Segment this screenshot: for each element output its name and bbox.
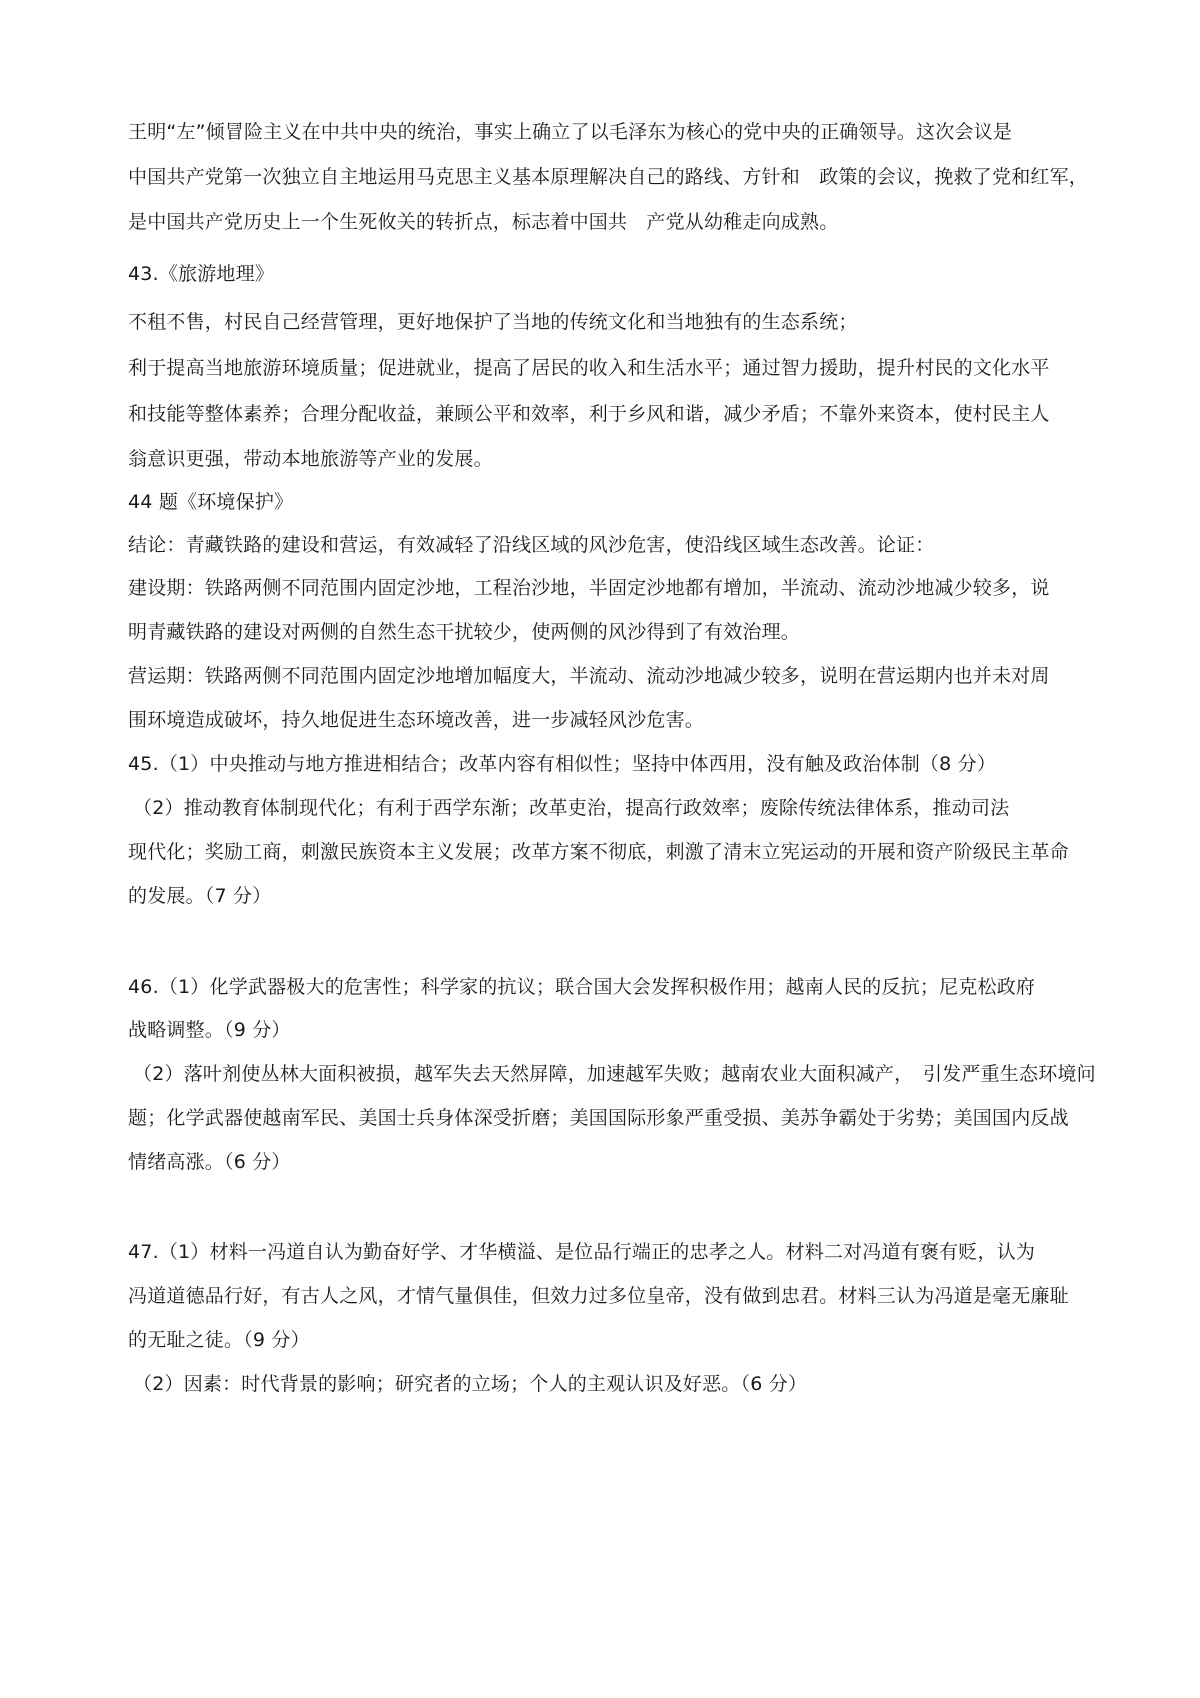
q44-line: 营运期：铁路两侧不同范围内固定沙地增加幅度大，半流动、流动沙地减少较多，说明在营运期内也并未对周 <box>128 665 1050 687</box>
q43-line: 翁意识更强，带动本地旅游等产业的发展。 <box>128 448 493 470</box>
q46-part2-line: 题；化学武器使越南军民、美国士兵身体深受折磨；美国国际形象严重受损、美苏争霸处于劣势；美国国内反战 <box>128 1107 1069 1129</box>
q45-part2-line: 现代化；奖励工商，刺激民族资本主义发展；改革方案不彻底，刺激了清末立宪运动的开展和资产阶级民主革命 <box>128 841 1069 863</box>
q46-part2-line: 情绪高涨。（6 分） <box>128 1151 291 1173</box>
q47-part1-line: 的无耻之徒。（9 分） <box>128 1329 310 1351</box>
q46-part2-line: （2）落叶剂使丛林大面积被损，越军失去天然屏障，加速越军失败；越南农业大面积减产， 引发严重生态环境问 <box>133 1063 1096 1085</box>
q45-part2-line: （2）推动教育体制现代化；有利于西学东渐；改革吏治，提高行政效率；废除传统法律体系，推动司法 <box>133 797 1010 819</box>
q47-part1-line: 47.（1）材料一冯道自认为勤奋好学、才华横溢、是位品行端正的忠孝之人。材料二对冯道有褒有贬，认为 <box>128 1241 1036 1263</box>
q47-part2: （2）因素：时代背景的影响；研究者的立场；个人的主观认识及好恶。（6 分） <box>133 1373 808 1395</box>
intro-line: 王明“左”倾冒险主义在中共中央的统治，事实上确立了以毛泽东为核心的党中央的正确领导。这次会议是 <box>128 121 1013 143</box>
q44-heading: 44 题《环境保护》 <box>128 491 294 513</box>
q44-line: 结论：青藏铁路的建设和营运，有效减轻了沿线区域的风沙危害，使沿线区域生态改善。论证： <box>128 534 935 556</box>
q44-line: 建设期：铁路两侧不同范围内固定沙地，工程治沙地，半固定沙地都有增加，半流动、流动沙地减少较多，说 <box>128 577 1050 599</box>
intro-line: 中国共产党第一次独立自主地运用马克思主义基本原理解决自己的路线、方针和 政策的会议，挽救了党和红军， <box>128 166 1089 188</box>
q43-line: 和技能等整体素养；合理分配收益，兼顾公平和效率，利于乡风和谐，减少矛盾；不靠外来资本，使村民主人 <box>128 403 1050 425</box>
q45-part2-line: 的发展。（7 分） <box>128 885 272 907</box>
intro-line: 是中国共产党历史上一个生死攸关的转折点，标志着中国共 产党从幼稚走向成熟。 <box>128 211 839 233</box>
q44-line: 围环境造成破坏，持久地促进生态环境改善，进一步减轻风沙危害。 <box>128 709 705 731</box>
q47-part1-line: 冯道道德品行好，有古人之风，才情气量俱佳，但效力过多位皇帝，没有做到忠君。材料三认为冯道是毫无廉耻 <box>128 1285 1069 1307</box>
q43-heading: 43.《旅游地理》 <box>128 263 275 285</box>
q46-part1-line: 46.（1）化学武器极大的危害性；科学家的抗议；联合国大会发挥积极作用；越南人民的反抗；尼克松政府 <box>128 976 1036 998</box>
q46-part1-line: 战略调整。（9 分） <box>128 1019 291 1041</box>
q45-part1: 45.（1）中央推动与地方推进相结合；改革内容有相似性；坚持中体西用，没有触及政治体制（8 分） <box>128 753 997 775</box>
q44-line: 明青藏铁路的建设对两侧的自然生态干扰较少，使两侧的风沙得到了有效治理。 <box>128 621 801 643</box>
q43-line: 利于提高当地旅游环境质量；促进就业，提高了居民的收入和生活水平；通过智力援助，提升村民的文化水平 <box>128 357 1050 379</box>
q43-line: 不租不售，村民自己经营管理，更好地保护了当地的传统文化和当地独有的生态系统； <box>128 311 858 333</box>
